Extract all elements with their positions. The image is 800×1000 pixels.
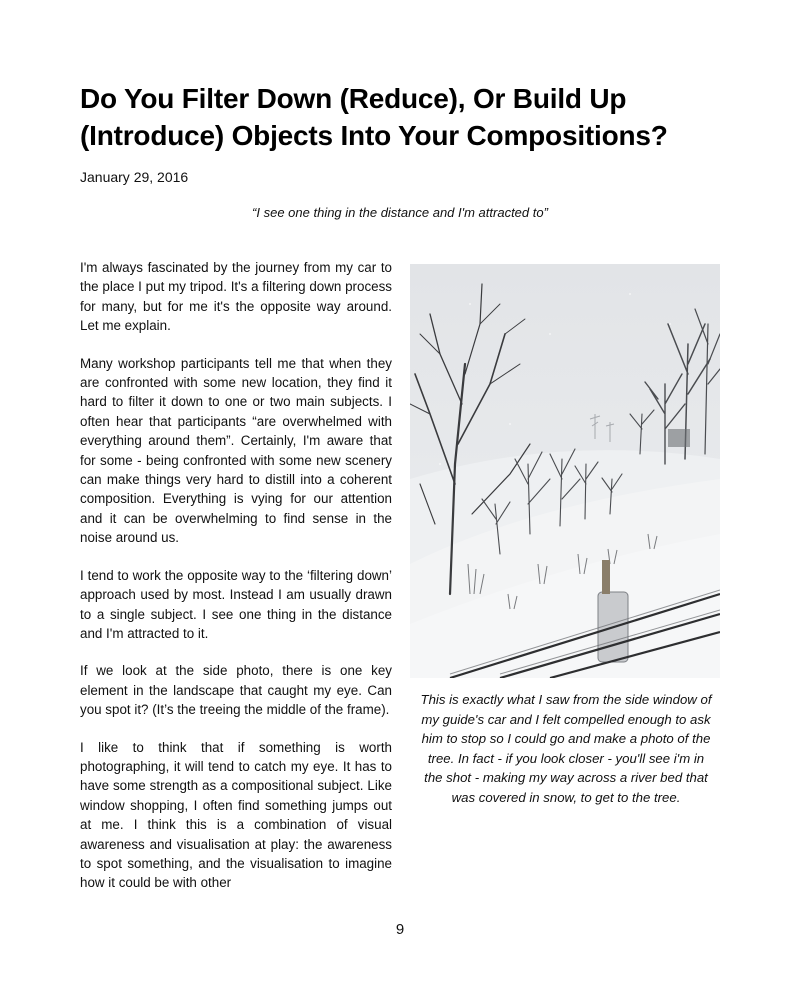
body-paragraph-2: Many workshop participants tell me that when they are confronted with some new location, they find it hard to filter it down to one or two main subjects. I often hear that participants “are overwhelmed with everything around them”. Certainly, I'm aware that for some - being confronted with some new scenery can make things very hard to distill into a coherent composition. Everything is vying for our attention and it can be overwhelming to find sense in the noise around us. (80, 355, 392, 546)
snowy-landscape-photo (410, 264, 720, 678)
body-paragraph-1: I'm always fascinated by the journey from my car to the place I put my tripod. It's a filtering down process for many, but for me it's the opposite way around. Let me explain. (80, 260, 392, 334)
article-date: January 29, 2016 (80, 169, 189, 185)
pull-quote: “I see one thing in the distance and I'm attracted to” (252, 205, 548, 220)
article-body (80, 258, 392, 911)
body-paragraph-3: I tend to work the opposite way to the ‘filtering down’ approach used by most. Instead I am usually drawn to a single subject. I see one thing in the distance and I'm attracted to it. (80, 567, 392, 641)
body-paragraph-4: If we look at the side photo, there is one key element in the landscape that caught my eye. Can you spot it? (It’s the treeing the middle of the frame). (80, 663, 392, 718)
article-title: Do You Filter Down (Reduce), Or Build Up (Introduce) Objects Into Your Compositions? (80, 83, 668, 151)
photo-caption: This is exactly what I saw from the side window of my guide's car and I felt compelled enough to ask him to stop so I could go and make a photo of the tree. In fact - if you look closer - you'll see i'm in the shot - making my way across a river bed that was covered in snow, to get to the tree. (420, 692, 712, 805)
page-number: 9 (395, 921, 405, 938)
body-paragraph-5: I like to think that if something is worth photographing, it will tend to catch my eye. It has to have some strength as a compositional subject. Like window shopping, I often find something jumps out at me. I think this is a combination of visual awareness and visualisation at play: the awareness to spot something, and the visualisation to imagine how it could be with other (80, 739, 392, 891)
